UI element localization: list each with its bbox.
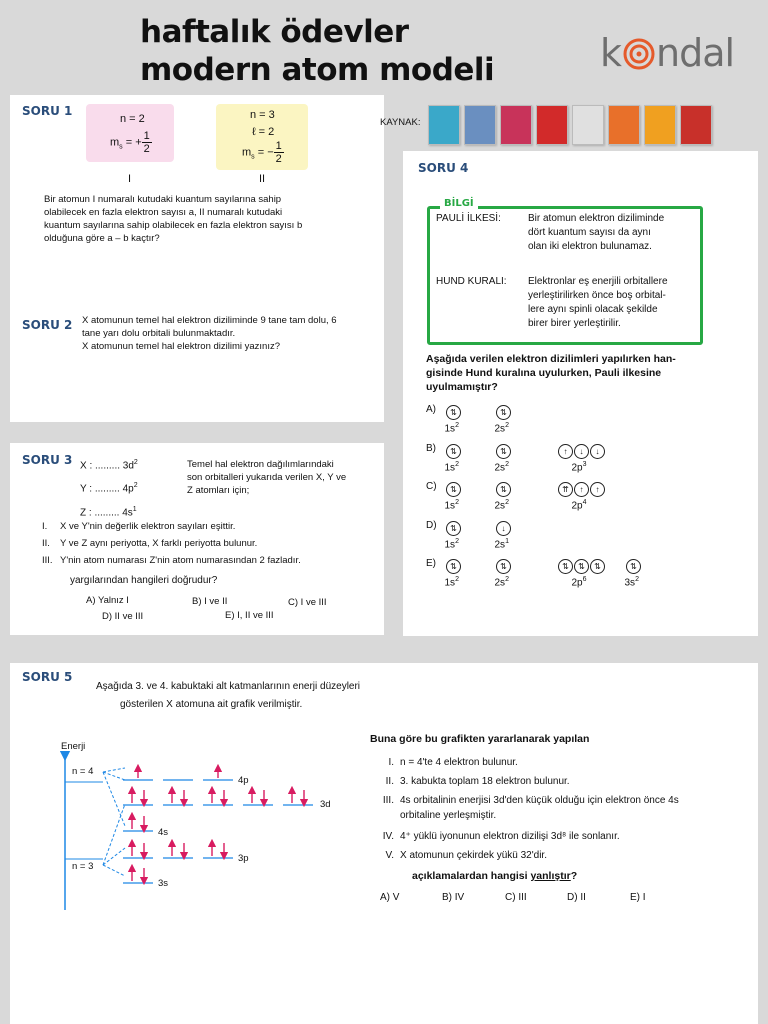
- soru5-question: Buna göre bu grafikten yararlanarak yapılan: [370, 733, 590, 745]
- quantum-box-1: [86, 104, 174, 162]
- soru3-opt-c[interactable]: C) I ve III: [288, 597, 327, 608]
- soru3-question: yargılarından hangileri doğrudur?: [70, 575, 218, 586]
- level-3s: 3s: [158, 878, 169, 889]
- soru3-desc: Temel hal elektron dağılımlarındaki son orbitalleri yukarıda verilen X, Y ve Z atomları için;: [187, 459, 347, 496]
- svg-text:ndal: ndal: [656, 31, 735, 75]
- orbital-label: $2s^1$: [494, 537, 509, 550]
- orbital-circle: ⇅: [590, 559, 605, 574]
- hund-text: Elektronlar eş enerjili orbitallere yerleştirilirken önce boş orbital- lere aynı spinli olacak şekilde birer birer yerleştirilir.: [528, 276, 668, 329]
- orbital-label: $2p^6$: [571, 576, 587, 589]
- box1-roman: I: [128, 173, 132, 185]
- level-3d: 3d: [320, 799, 331, 810]
- box2-l: ℓ = 2: [252, 126, 275, 138]
- orbital-circle: ⇅: [446, 482, 461, 497]
- book-cover: [680, 105, 712, 145]
- orbital-group: [558, 443, 606, 461]
- n4-label: n = 4: [72, 766, 94, 777]
- soru5-opt-d[interactable]: D) II: [567, 892, 586, 903]
- orbital-label: $2p^3$: [571, 460, 587, 473]
- orbital-circle: ⇅: [496, 405, 511, 420]
- soru2-label: SORU 2: [22, 318, 73, 332]
- orbital-circle: ⇅: [558, 559, 573, 574]
- soru5-intro-2: gösterilen X atomuna ait grafik verilmiştir.: [120, 699, 303, 710]
- book-cover: [536, 105, 568, 145]
- n3-label: n = 3: [72, 861, 94, 872]
- soru3-opt-d[interactable]: D) II ve III: [102, 611, 144, 622]
- soru4-option-b[interactable]: [426, 443, 746, 479]
- option-letter: E): [426, 558, 436, 569]
- level-4s: 4s: [158, 827, 169, 838]
- energy-label: Enerji: [61, 741, 86, 752]
- orbital-circle: ⇅: [446, 521, 461, 536]
- soru4-option-a[interactable]: [426, 404, 746, 440]
- orbital-group: [558, 558, 606, 576]
- orbital-group: [446, 558, 462, 576]
- orbital-label: $2s^2$: [494, 422, 509, 435]
- level-3p: 3p: [238, 853, 249, 864]
- level-4p: 4p: [238, 775, 249, 786]
- kondal-logo-icon: [600, 30, 750, 76]
- soru5-label: SORU 5: [22, 670, 73, 684]
- orbital-circle: ↑: [590, 482, 605, 497]
- soru5-opt-a[interactable]: A) V: [380, 892, 400, 903]
- soru3-opt-e[interactable]: E) I, II ve III: [225, 610, 274, 621]
- option-letter: C): [426, 481, 437, 492]
- soru3-lines: X : ......... $3d^2$ Y : ......... $4p^2$ Z : ......... $4s^1$: [80, 459, 138, 518]
- orbital-circle: ⇅: [446, 444, 461, 459]
- page-title-line2: modern atom modeli: [140, 52, 495, 88]
- orbital-group: [446, 520, 462, 538]
- orbital-label: $2p^4$: [571, 499, 587, 512]
- orbital-circle: ⇅: [626, 559, 641, 574]
- orbital-group: [496, 558, 512, 576]
- orbital-circle: ⇅: [496, 559, 511, 574]
- book-cover: [428, 105, 460, 145]
- orbital-group: [496, 520, 512, 538]
- soru3-opt-b[interactable]: B) I ve II: [192, 596, 228, 607]
- soru5-opt-e[interactable]: E) I: [630, 892, 646, 903]
- orbital-circle: ⇅: [496, 482, 511, 497]
- soru1-2-card: [10, 95, 384, 422]
- book-cover: [644, 105, 676, 145]
- soru4-option-d[interactable]: [426, 520, 746, 556]
- soru4-label: SORU 4: [418, 161, 469, 175]
- soru2-text: X atomunun temel hal elektron diziliminde 9 tane tam dolu, 6 tane yarı dolu orbitali bulunmaktadır. X atomunun temel hal elektron dizilimi yazınız?: [82, 315, 337, 352]
- quantum-box-2: [216, 104, 308, 170]
- option-letter: A): [426, 404, 436, 415]
- orbital-group: [558, 481, 606, 499]
- soru5-final: açıklamalardan hangisi yanlıştır?: [412, 870, 578, 882]
- orbital-group: [446, 404, 462, 422]
- book-cover: [572, 105, 604, 145]
- soru3-opt-a[interactable]: A) Yalnız I: [86, 595, 129, 606]
- orbital-group: [496, 404, 512, 422]
- energy-graph: [55, 738, 345, 913]
- orbital-group: [446, 481, 462, 499]
- soru3-items: I. X ve Y'nin değerlik elektron sayıları eşittir. II. Y ve Z aynı periyotta, X farklı periyotta bulunur. III. Y'nin atom numarası Z'nin atom numarasından 2 fazladır.: [42, 521, 301, 566]
- orbital-circle: ↓: [590, 444, 605, 459]
- soru5-opt-b[interactable]: B) IV: [442, 892, 465, 903]
- page-title-line1: haftalık ödevler: [140, 14, 409, 50]
- soru1-label: SORU 1: [22, 104, 73, 118]
- book-cover: [464, 105, 496, 145]
- bilgi-title: BİLGİ: [440, 198, 478, 209]
- orbital-label: $1s^2$: [444, 460, 459, 473]
- orbital-circle: ↓: [496, 521, 511, 536]
- orbital-group: [496, 443, 512, 461]
- hund-label: HUND KURALI:: [436, 276, 507, 287]
- kaynak-label: KAYNAK:: [380, 117, 421, 128]
- kondal-logo: [600, 30, 750, 86]
- soru3-label: SORU 3: [22, 453, 73, 467]
- soru4-question: Aşağıda verilen elektron dizilimleri yapılırken han- gisinde Hund kuralına uyulurken, Pauli ilkesine uyulmamıştır?: [426, 353, 676, 393]
- orbital-label: $2s^2$: [494, 460, 509, 473]
- box2-ms: $m_s$ = − $\frac{1}{2}$: [242, 140, 282, 165]
- orbital-circle: ↓: [574, 444, 589, 459]
- pauli-label: PAULİ İLKESİ:: [436, 213, 501, 224]
- svg-text:k: k: [600, 31, 622, 75]
- orbital-label: $1s^2$: [444, 499, 459, 512]
- box1-n: n = 2: [120, 113, 145, 125]
- pauli-text: Bir atomun elektron diziliminde dört kuantum sayısı da aynı olan iki elektron bulunamaz.: [528, 213, 665, 252]
- orbital-group: [496, 481, 512, 499]
- orbital-label: $2s^2$: [494, 576, 509, 589]
- soru5-intro-1: Aşağıda 3. ve 4. kabuktaki alt katmanlarının enerji düzeyleri: [96, 681, 361, 692]
- orbital-label: $2s^2$: [494, 499, 509, 512]
- soru5-items: I. n = 4'te 4 elektron bulunur. II. 3. kabukta toplam 18 elektron bulunur. III. 4s orbitalinin enerjisi 3d'den küçük olduğu için elektron önce 4s orbitaline yerleşmiştir. IV. 4⁺ yüklü iyonunun elektron dizilişi 3d⁸ ile sonlanır. V. X atomunun çekirdek yükü 32'dir.: [382, 757, 679, 861]
- box1-ms: $m_s$ = + $\frac{1}{2}$: [110, 130, 150, 155]
- soru1-text: Bir atomun I numaralı kutudaki kuantum sayılarına sahip olabilecek en fazla elektron sayısı a, II numaralı kutudaki kuantum sayılarına sahip olabilecek en fazla elektron sayısı b olduğuna göre a – b kaçtır?: [44, 194, 303, 244]
- book-cover: [608, 105, 640, 145]
- orbital-circle: ⇅: [446, 559, 461, 574]
- soru5-opt-c[interactable]: C) III: [505, 892, 527, 903]
- box2-roman: II: [259, 173, 266, 185]
- orbital-circle: ⇅: [574, 559, 589, 574]
- orbital-circle: ⇅: [496, 444, 511, 459]
- orbital-label: $1s^2$: [444, 422, 459, 435]
- soru4-option-c[interactable]: [426, 481, 746, 517]
- orbital-group: [446, 443, 462, 461]
- orbital-circle: ⇈: [558, 482, 573, 497]
- option-letter: B): [426, 442, 436, 454]
- orbital-circle: ↑: [558, 444, 573, 459]
- orbital-group: [626, 558, 642, 576]
- orbital-label: $1s^2$: [444, 537, 459, 550]
- orbital-circle: ⇅: [446, 405, 461, 420]
- orbital-circle: ↑: [574, 482, 589, 497]
- soru4-option-e[interactable]: [426, 558, 746, 594]
- box2-n: n = 3: [250, 109, 275, 121]
- orbital-label: $3s^2$: [624, 576, 639, 589]
- option-letter: D): [426, 519, 437, 531]
- orbital-label: $1s^2$: [444, 576, 459, 589]
- book-cover: [500, 105, 532, 145]
